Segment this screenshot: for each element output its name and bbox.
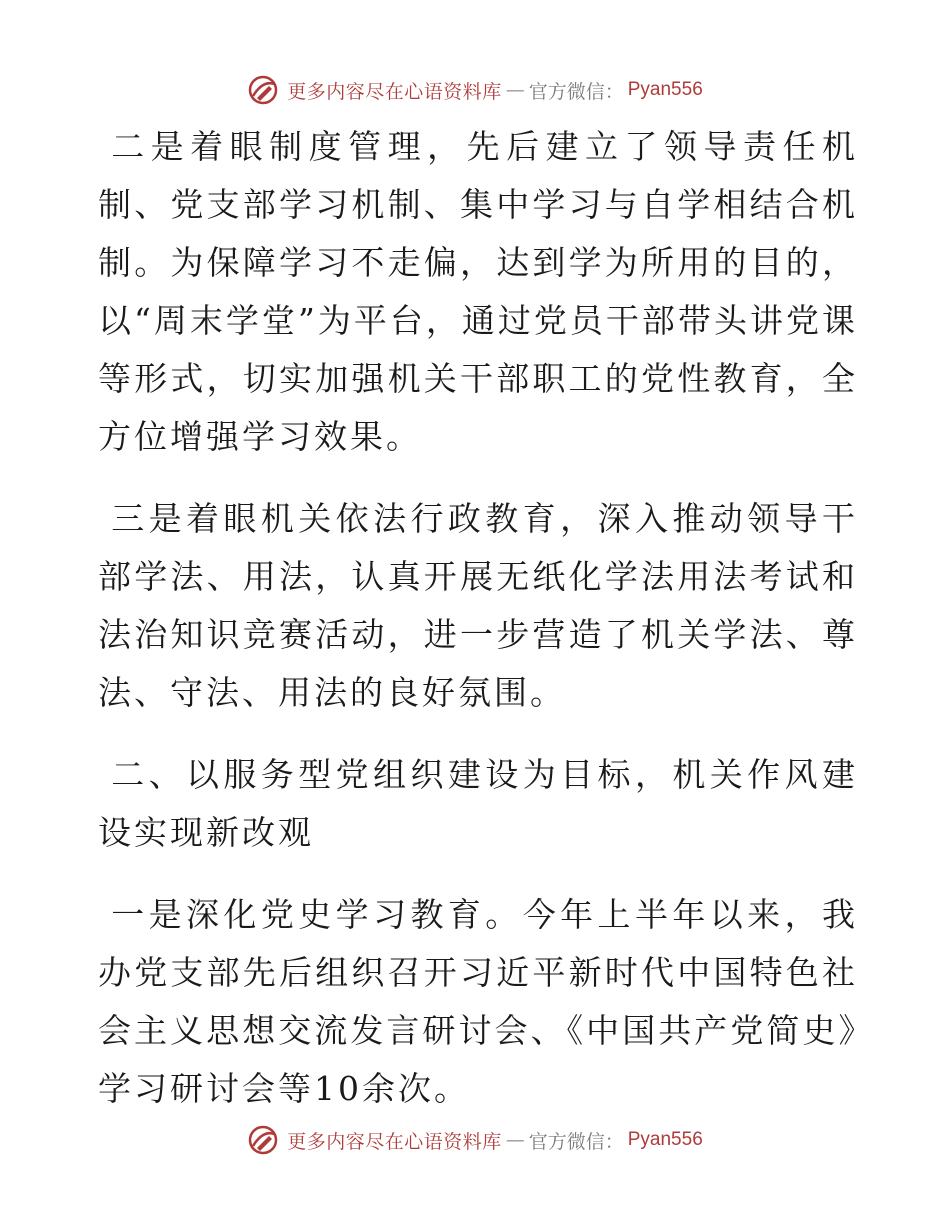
paragraph-law-education: 三是着眼机关依法行政教育，深入推动领导干部学法、用法，认真开展无纸化学法用法考试和法治知识竞赛活动，进一步营造了机关学法、尊法、守法、用法的良好氛围。 — [98, 499, 858, 712]
pen-logo-icon — [247, 74, 279, 106]
document-body — [98, 118, 858, 1118]
banner-content — [247, 74, 703, 106]
paragraph-party-history: 一是深化党史学习教育。今年上半年以来，我办党支部先后组织召开习近平新时代中国特色社会主义思想交流发言研讨会、《中国共产党简史》学习研讨会等10余次。 — [98, 895, 858, 1108]
banner-wechat-label: 官方微信： — [528, 1130, 624, 1153]
section-heading: 二、以服务型党组织建设为目标，机关作风建设实现新改观 — [98, 755, 858, 852]
banner-wechat-id: Pyan556 — [627, 1129, 703, 1150]
banner-separator: — — [505, 1129, 525, 1151]
header-banner — [0, 70, 950, 110]
banner-wechat-label: 官方微信： — [528, 80, 624, 103]
banner-wechat-id: Pyan556 — [627, 79, 703, 100]
banner-separator: — — [505, 79, 525, 101]
paragraph-institution-management: 二是着眼制度管理，先后建立了领导责任机制、党支部学习机制、集中学习与自学相结合机制。为保障学习不走偏，达到学为所用的目的，以“周末学堂”为平台，通过党员干部带头讲党课等形式，切实加强机关干部职工的党性教育，全方位增强学习效果。 — [98, 127, 858, 456]
footer-banner — [0, 1120, 950, 1160]
banner-content — [247, 1124, 703, 1156]
banner-site-text: 更多内容尽在心语资料库 — [287, 80, 502, 103]
banner-site-text: 更多内容尽在心语资料库 — [287, 1130, 502, 1153]
pen-logo-icon — [247, 1124, 279, 1156]
